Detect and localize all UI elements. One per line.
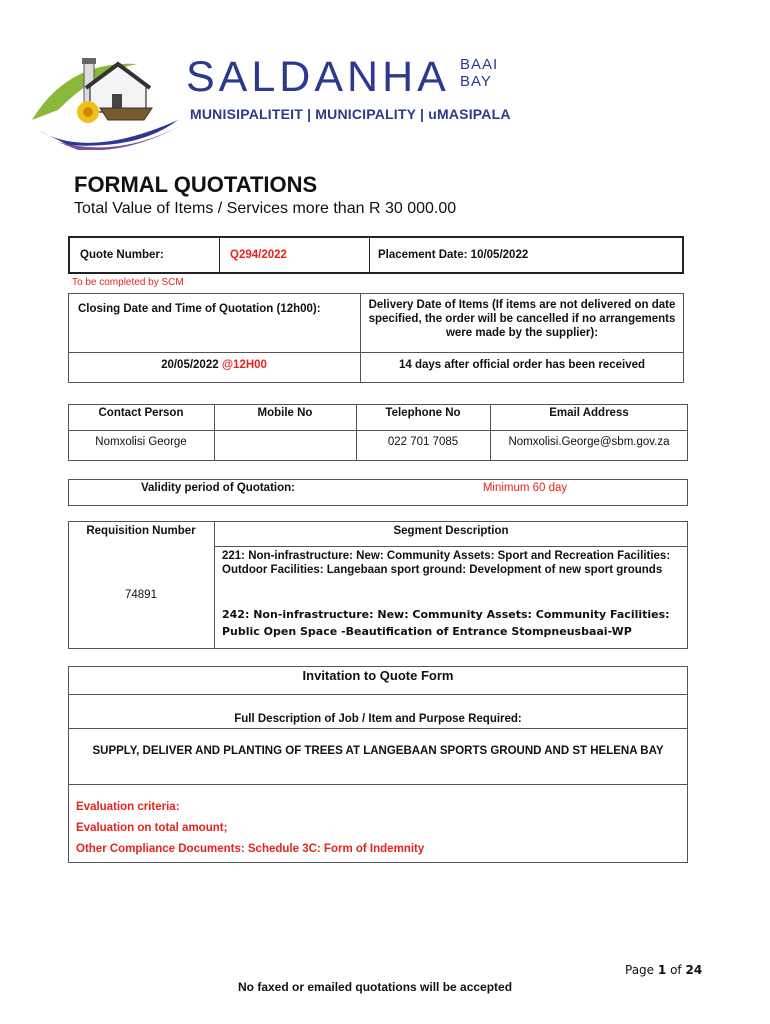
segment-description-2: 242: Non-infrastructure: New: Community Assets: Community Facilities: Public Open Space -Beautification of Entrance Stompneusbaai-WP bbox=[222, 608, 670, 638]
invitation-title: Invitation to Quote Form bbox=[302, 668, 454, 683]
job-description: SUPPLY, DELIVER AND PLANTING OF TREES AT LANGEBAAN SPORTS GROUND AND ST HELENA BAY bbox=[92, 745, 664, 757]
page-number bbox=[625, 963, 702, 977]
compliance-documents: Other Compliance Documents: Schedule 3C: Form of Indemnity bbox=[76, 843, 425, 855]
validity-value: Minimum 60 day bbox=[482, 482, 568, 494]
evaluation-total-amount: Evaluation on total amount; bbox=[76, 822, 228, 834]
page-current: 1 bbox=[657, 963, 667, 977]
contact-telephone: 022 701 7085 bbox=[387, 436, 459, 448]
page-subtitle: Total Value of Items / Services more than R 30 000.00 bbox=[74, 200, 457, 217]
logo-boat bbox=[100, 108, 152, 120]
brand-bay: BAY bbox=[460, 73, 492, 90]
contact-header-person: Contact Person bbox=[98, 407, 184, 419]
delivery-date-label: Delivery Date of Items (If items are not delivered on date specified, the order will be cancelled if no arrangements were made by the supplier): bbox=[368, 299, 676, 339]
segment-description-1: 221: Non-infrastructure: New: Community Assets: Sport and Recreation Facilities: Outdoor Facilities: Langebaan sport ground: Development of new sport grounds bbox=[222, 550, 671, 576]
scm-note: To be completed by SCM bbox=[72, 277, 184, 288]
footer-note: No faxed or emailed quotations will be accepted bbox=[238, 980, 513, 994]
contact-person: Nomxolisi George bbox=[95, 436, 187, 448]
closing-date-value bbox=[68, 358, 360, 372]
contact-email: Nomxolisi.George@sbm.gov.za bbox=[508, 436, 670, 448]
closing-time: @12H00 bbox=[221, 359, 267, 371]
quote-number-value: Q294/2022 bbox=[230, 249, 287, 261]
job-description-label: Full Description of Job / Item and Purpose Required: bbox=[234, 713, 522, 725]
page-title: FORMAL QUOTATIONS bbox=[74, 172, 318, 197]
delivery-date-value: 14 days after official order has been received bbox=[398, 359, 646, 371]
requisition-number: 74891 bbox=[125, 589, 157, 601]
placement-date: Placement Date: 10/05/2022 bbox=[378, 249, 529, 261]
closing-date-label: Closing Date and Time of Quotation (12h00): bbox=[78, 303, 321, 315]
logo-swoosh-blue bbox=[38, 120, 178, 146]
validity-label: Validity period of Quotation: bbox=[141, 482, 295, 494]
segment-description-header: Segment Description bbox=[393, 525, 509, 537]
page-of: of bbox=[670, 963, 682, 977]
brand-baai-bay bbox=[460, 56, 498, 90]
brand-subtitle: MUNISIPALITEIT | MUNICIPALITY | uMASIPALA bbox=[190, 106, 511, 122]
requisition-number-header: Requisition Number bbox=[86, 525, 196, 537]
page-total: 24 bbox=[685, 963, 703, 977]
brand-baai: BAAI bbox=[460, 56, 499, 73]
quote-number-label: Quote Number: bbox=[80, 249, 164, 261]
brand-name: SALDANHA bbox=[186, 53, 450, 101]
page-prefix: Page bbox=[625, 963, 655, 977]
contact-header-telephone: Telephone No bbox=[385, 407, 461, 419]
contact-header-mobile: Mobile No bbox=[257, 407, 313, 419]
evaluation-criteria: Evaluation criteria: bbox=[76, 801, 180, 813]
closing-date: 20/05/2022 bbox=[161, 359, 219, 371]
contact-header-email: Email Address bbox=[549, 407, 629, 419]
